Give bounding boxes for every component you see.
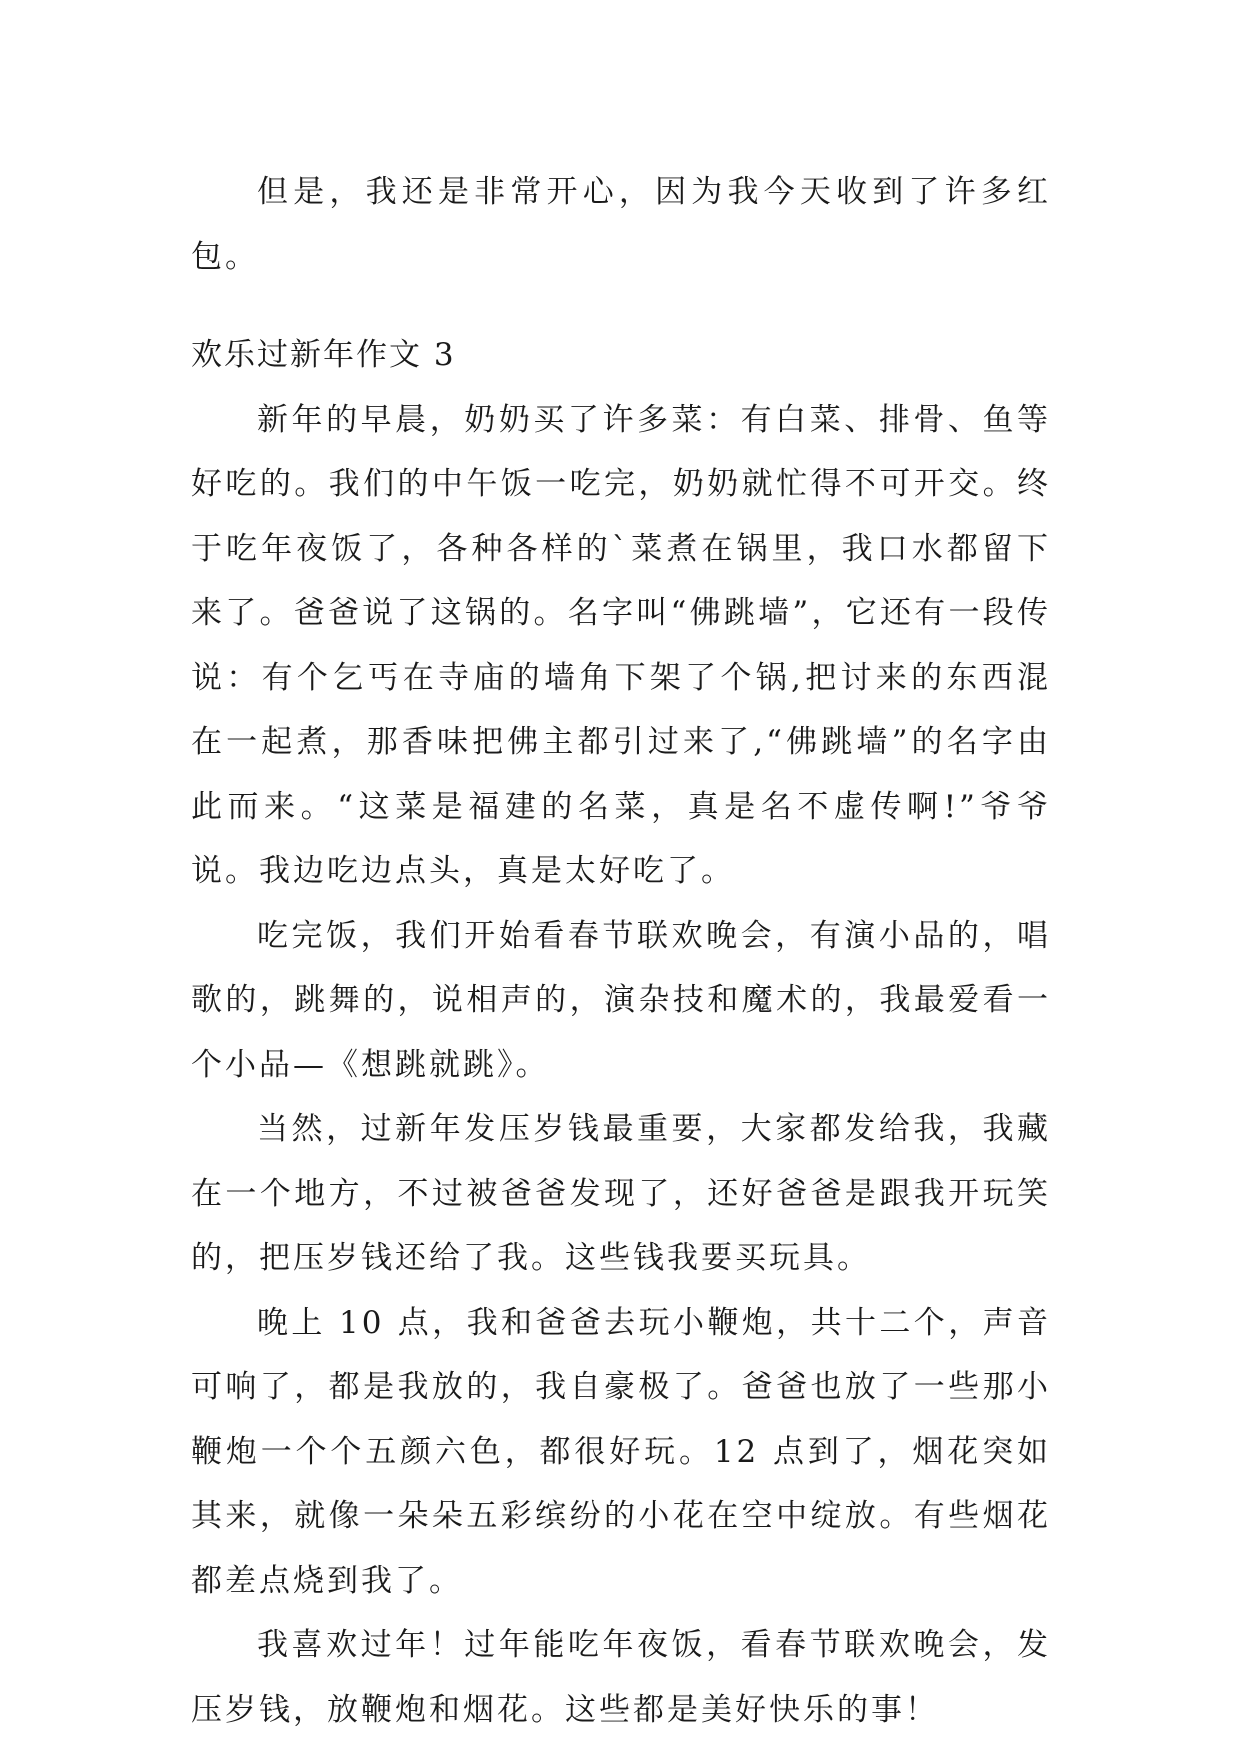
paragraph: 新年的早晨，奶奶买了许多菜：有白菜、排骨、鱼等好吃的。我们的中午饭一吃完，奶奶就忙得不可开交。终于吃年夜饭了，各种各样的`菜煮在锅里，我口水都留下来了。爸爸说了这锅的。名字叫“佛跳墙”，它还有一段传说：有个乞丐在寺庙的墙角下架了个锅,把讨来的东西混在一起煮，那香味把佛主都引过来了,“佛跳墙”的名字由此而来。“这菜是福建的名菜，真是名不虚传啊!”爷爷说。我边吃边点头，真是太好吃了。 (191, 401, 1051, 889)
paragraph: 晚上 10 点，我和爸爸去玩小鞭炮，共十二个，声音可响了，都是我放的，我自豪极了。爸爸也放了一些那小鞭炮一个个五颜六色，都很好玩。12 点到了，烟花突如其来，就像一朵朵五彩缤纷的小花在空中绽放。有些烟花都差点烧到我了。 (191, 1304, 1051, 1599)
document-body (191, 160, 1051, 1742)
spacer (191, 289, 1051, 323)
paragraph: 吃完饭，我们开始看春节联欢晚会，有演小品的，唱歌的，跳舞的，说相声的，演杂技和魔术的，我最爱看一个小品—《想跳就跳》。 (191, 917, 1051, 1083)
lead-paragraph: 但是，我还是非常开心，因为我今天收到了许多红包。 (191, 174, 1051, 275)
paragraph: 我喜欢过年！过年能吃年夜饭，看春节联欢晚会，发压岁钱，放鞭炮和烟花。这些都是美好快乐的事！ (191, 1627, 1051, 1728)
paragraph: 当然，过新年发压岁钱最重要，大家都发给我，我藏在一个地方，不过被爸爸发现了，还好爸爸是跟我开玩笑的，把压岁钱还给了我。这些钱我要买玩具。 (191, 1111, 1051, 1276)
section-title: 欢乐过新年作文 3 (191, 337, 456, 373)
